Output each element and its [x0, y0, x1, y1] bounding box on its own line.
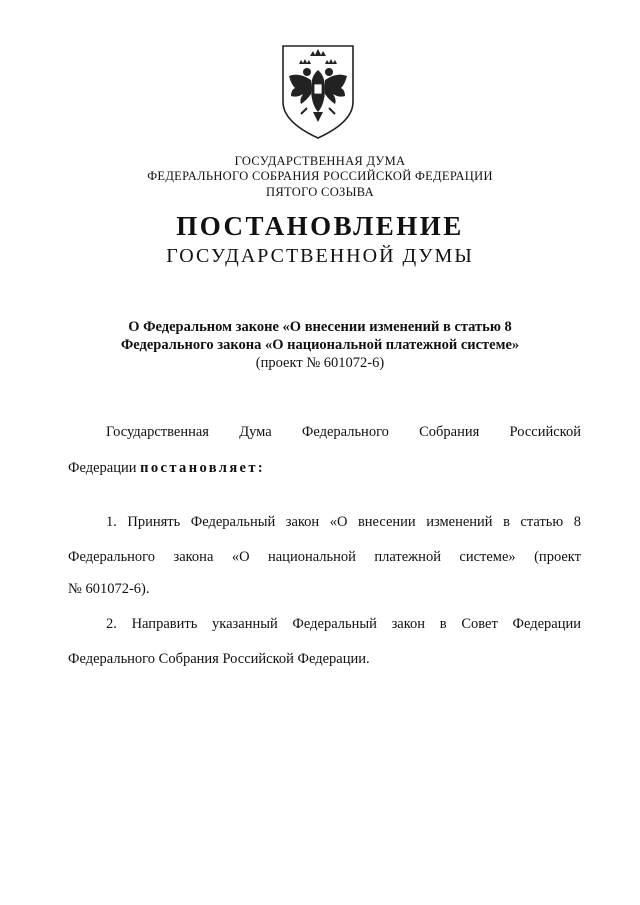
document-title: ПОСТАНОВЛЕНИЕ	[176, 211, 464, 241]
subject-line-2: Федерального закона «О национальной платежной системе»	[120, 337, 520, 353]
preamble-line-1: Государственная Дума Федерального Собрания Российской	[106, 424, 581, 440]
item-1-line-1: 1. Принять Федеральный закон «О внесении изменений в статью 8	[106, 514, 581, 530]
org-line-2: ФЕДЕРАЛЬНОГО СОБРАНИЯ РОССИЙСКОЙ ФЕДЕРАЦИИ	[147, 169, 493, 183]
document-subtitle: ГОСУДАРСТВЕННОЙ ДУМЫ	[166, 245, 474, 267]
subject-line-3: (проект № 601072-6)	[255, 355, 385, 371]
item-1-line-2: Федерального закона «О национальной платежной системе» (проект	[68, 549, 581, 565]
subject-line-1: О Федеральном законе «О внесении изменений в статью 8	[128, 319, 512, 335]
preamble-line-2	[68, 459, 581, 477]
preamble-keyword: постановляет:	[140, 460, 266, 476]
org-line-1: ГОСУДАРСТВЕННАЯ ДУМА	[234, 154, 406, 168]
item-2-line-1: 2. Направить указанный Федеральный закон в Совет Федерации	[106, 616, 581, 632]
org-line-3: ПЯТОГО СОЗЫВА	[266, 185, 374, 199]
coat-of-arms-icon	[277, 42, 359, 140]
item-2-line-2: Федерального Собрания Российской Федерации.	[68, 651, 370, 667]
preamble-text: Федерации	[68, 460, 141, 476]
item-1-line-3: № 601072-6).	[68, 581, 150, 597]
